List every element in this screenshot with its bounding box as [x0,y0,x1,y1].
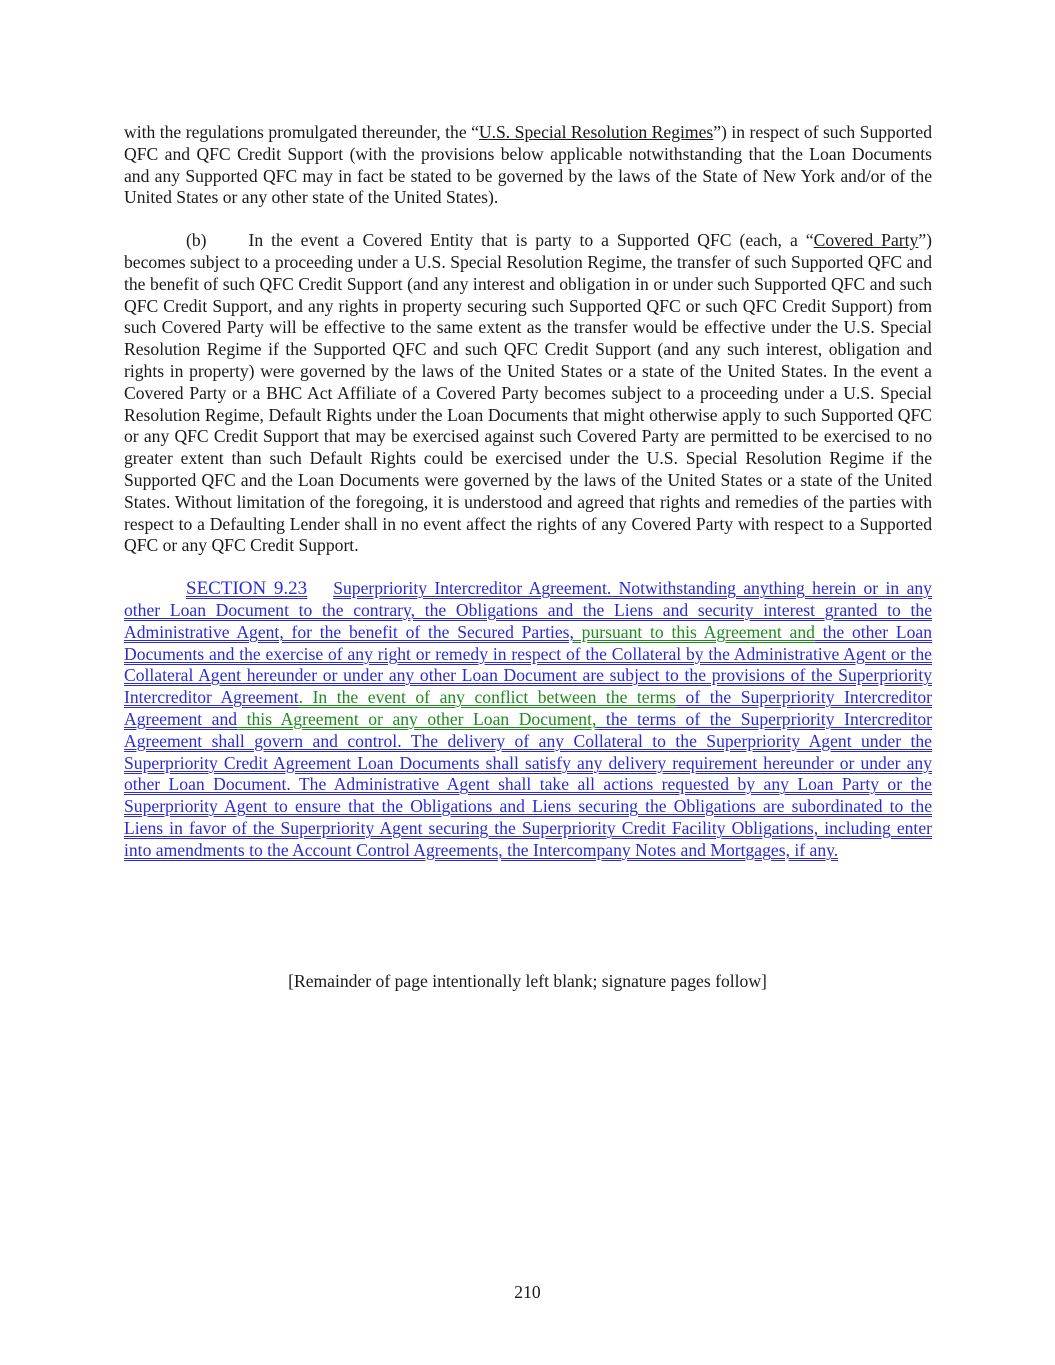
section-moved-text-1: pursuant to this Agreement and [573,621,815,642]
section-moved-text-3: this Agreement or any other Loan Document, [237,708,597,729]
para1-text-end: ”) in respect of such Supported QFC and QFC Credit Support (with the provisions below applicable notwithstanding that the Loan Documents and any Supported QFC may in fact be stated to be governed by the laws of the State of New York and/or of the United States or any other state of the United States). [124,122,932,208]
section-inserted-text-2: the other Loan Documents and the exercise of any right or remedy in respect of the Collateral by the Administrative Agent or the Collateral Agent hereunder or under any other Loan Document are subject to the provisions of the Superpriority Intercreditor Agreement [124,621,932,708]
paragraph-qfc-regimes [124,122,932,209]
remainder-notice: [Remainder of page intentionally left blank; signature pages follow] [288,971,767,991]
page-number: 210 [514,1282,541,1302]
section-inserted-text-4: the terms of the Superpriority Intercreditor Agreement shall govern and control. The delivery of any Collateral to the Superpriority Agent under the Superpriority Credit Agreement Loan Documents shall satisfy any delivery requirement hereunder or under any other Loan Document. The Administrative Agent shall take all actions requested by any Loan Party or the Superpriority Agent to ensure that the Obligations and Liens securing the Obligations are subordinated to the Liens in favor of the Superpriority Agent securing the Superpriority Credit Facility Obligations, including enter into amendments to the Account Control Agreements, the Intercompany Notes and Mortgages, if any. [124,708,933,860]
section-number-link[interactable]: SECTION 9.23 [186,578,308,600]
document-body [124,122,932,862]
para2-text-end: ”) becomes subject to a proceeding under a U.S. Special Resolution Regime, the transfer of such Supported QFC and the benefit of such QFC Credit Support (and any interest and obligation in or under such Supported QFC and such QFC Credit Support, and any rights in property securing such Supported QFC or such QFC Credit Support) from such Covered Party will be effective to the same extent as the transfer would be effective under the U.S. Special Resolution Regime if the Supported QFC and such QFC Credit Support (and any such interest, obligation and rights in property) were governed by the laws of the United States or a state of the United States. In the event a Covered Party or a BHC Act Affiliate of a Covered Party becomes subject to a proceeding under a U.S. Special Resolution Regime, Default Rights under the Loan Documents that might otherwise apply to such Supported QFC or any QFC Credit Support that may be exercised against such Covered Party are permitted to be exercised to no greater extent than such Default Rights could be exercised under the U.S. Special Resolution Regime if the Supported QFC and the Loan Documents were governed by the laws of the United States or a state of the United States. Without limitation of the foregoing, it is understood and agreed that rights and remedies of the parties with respect to a Defaulting Lender shall in no event affect the rights of any Covered Party with respect to a Supported QFC or any QFC Credit Support. [124,230,932,556]
para1-text-start: with the regulations promulgated thereunder, the “ [124,122,479,142]
section-moved-text-2: . In the event of any conflict between the terms [298,687,676,708]
section-inserted-text-3: of the Superpriority Intercreditor Agreement and [124,687,932,729]
defined-term-covered-party: Covered Party [813,230,919,251]
defined-term-us-special-resolution-regimes: U.S. Special Resolution Regimes [478,122,714,142]
section-9-23-paragraph [124,578,932,861]
section-inserted-text-1: Superpriority Intercreditor Agreement. Notwithstanding anything herein or in any other Loan Document to the contrary, the Obligations and the Liens and security interest granted to the Administrative Agent, for the benefit of the Secured Parties, [124,578,932,642]
paragraph-b-covered-party [124,230,932,557]
para2-label: (b) [186,230,207,251]
para2-text-start: In the event a Covered Entity that is party to a Supported QFC (each, a “ [248,230,814,251]
